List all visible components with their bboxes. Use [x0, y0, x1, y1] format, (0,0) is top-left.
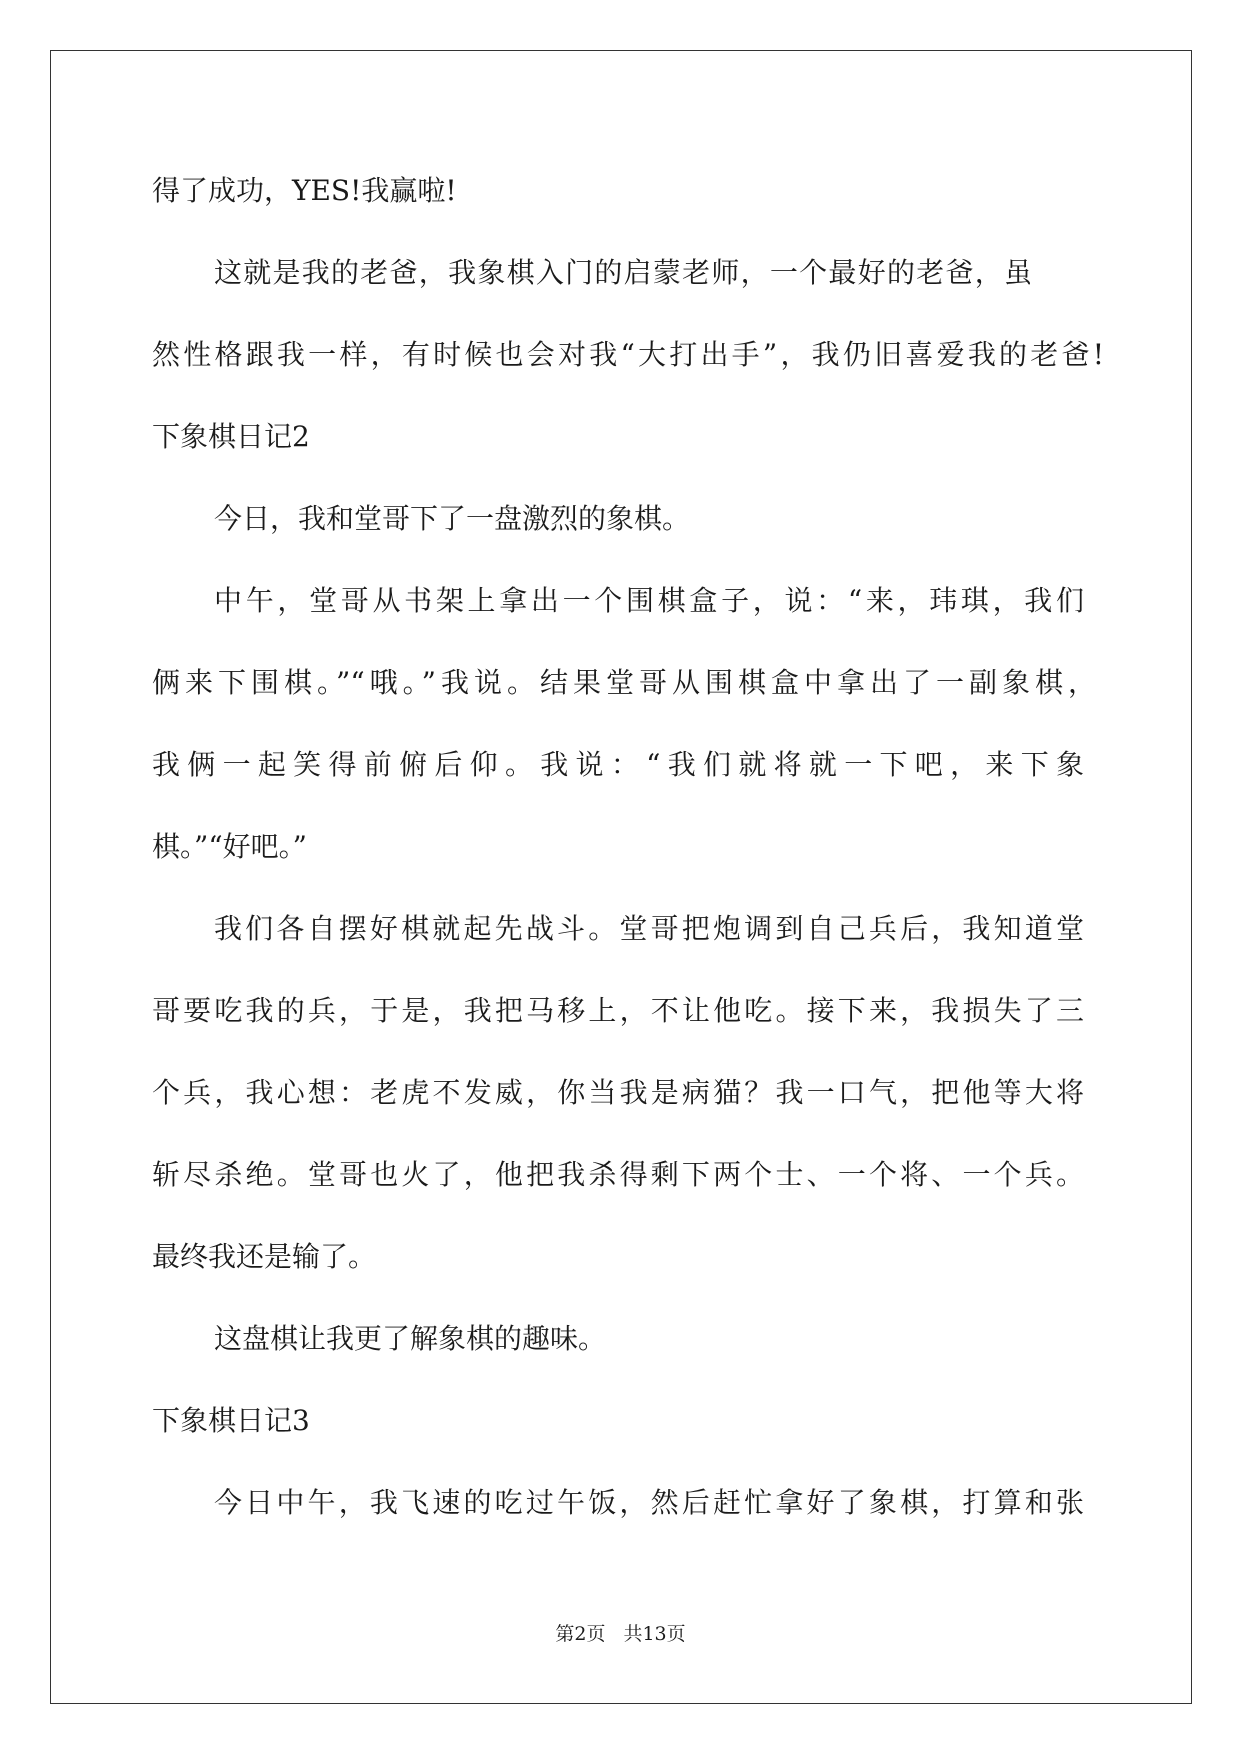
text-line: 哥要吃我的兵，于是，我把马移上，不让他吃。接下来，我损失了三: [152, 994, 1084, 1027]
page-total: 共13页: [623, 1623, 686, 1645]
text-line: 这盘棋让我更了解象棋的趣味。: [214, 1322, 607, 1355]
text-line: 这就是我的老爸，我象棋入门的启蒙老师，一个最好的老爸，虽: [214, 256, 1032, 289]
text-line: 今日中午，我飞速的吃过午饭，然后赶忙拿好了象棋，打算和张: [214, 1486, 1084, 1519]
text-line: 最终我还是输了。: [152, 1240, 377, 1273]
page-frame: [50, 50, 1192, 1704]
text-line: 个兵，我心想：老虎不发威，你当我是病猫？我一口气，把他等大将: [152, 1076, 1084, 1109]
text-line: 今日，我和堂哥下了一盘激烈的象棋。: [214, 502, 691, 535]
text-line: 斩尽杀绝。堂哥也火了，他把我杀得剩下两个士、一个将、一个兵。: [152, 1158, 1084, 1191]
text-line: 得了成功，YES!我赢啦!: [152, 174, 457, 207]
page-number: 第2页: [555, 1623, 606, 1645]
text-line: 俩来下围棋。”“哦。”我说。结果堂哥从围棋盒中拿出了一副象棋，: [152, 666, 1096, 699]
section-heading: 下象棋日记3: [152, 1404, 310, 1437]
text-line: 中午，堂哥从书架上拿出一个围棋盒子，说：“来，玮琪，我们: [214, 584, 1084, 617]
page-footer: [0, 1622, 1241, 1646]
section-heading: 下象棋日记2: [152, 420, 310, 453]
text-line: 我们各自摆好棋就起先战斗。堂哥把炮调到自己兵后，我知道堂: [214, 912, 1084, 945]
text-line: 棋。”“好吧。”: [152, 830, 307, 863]
text-line: 然性格跟我一样，有时候也会对我“大打出手”，我仍旧喜爱我的老爸!: [152, 338, 1104, 371]
text-line: 我俩一起笑得前俯后仰。我说：“我们就将就一下吧，来下象: [152, 748, 1084, 781]
